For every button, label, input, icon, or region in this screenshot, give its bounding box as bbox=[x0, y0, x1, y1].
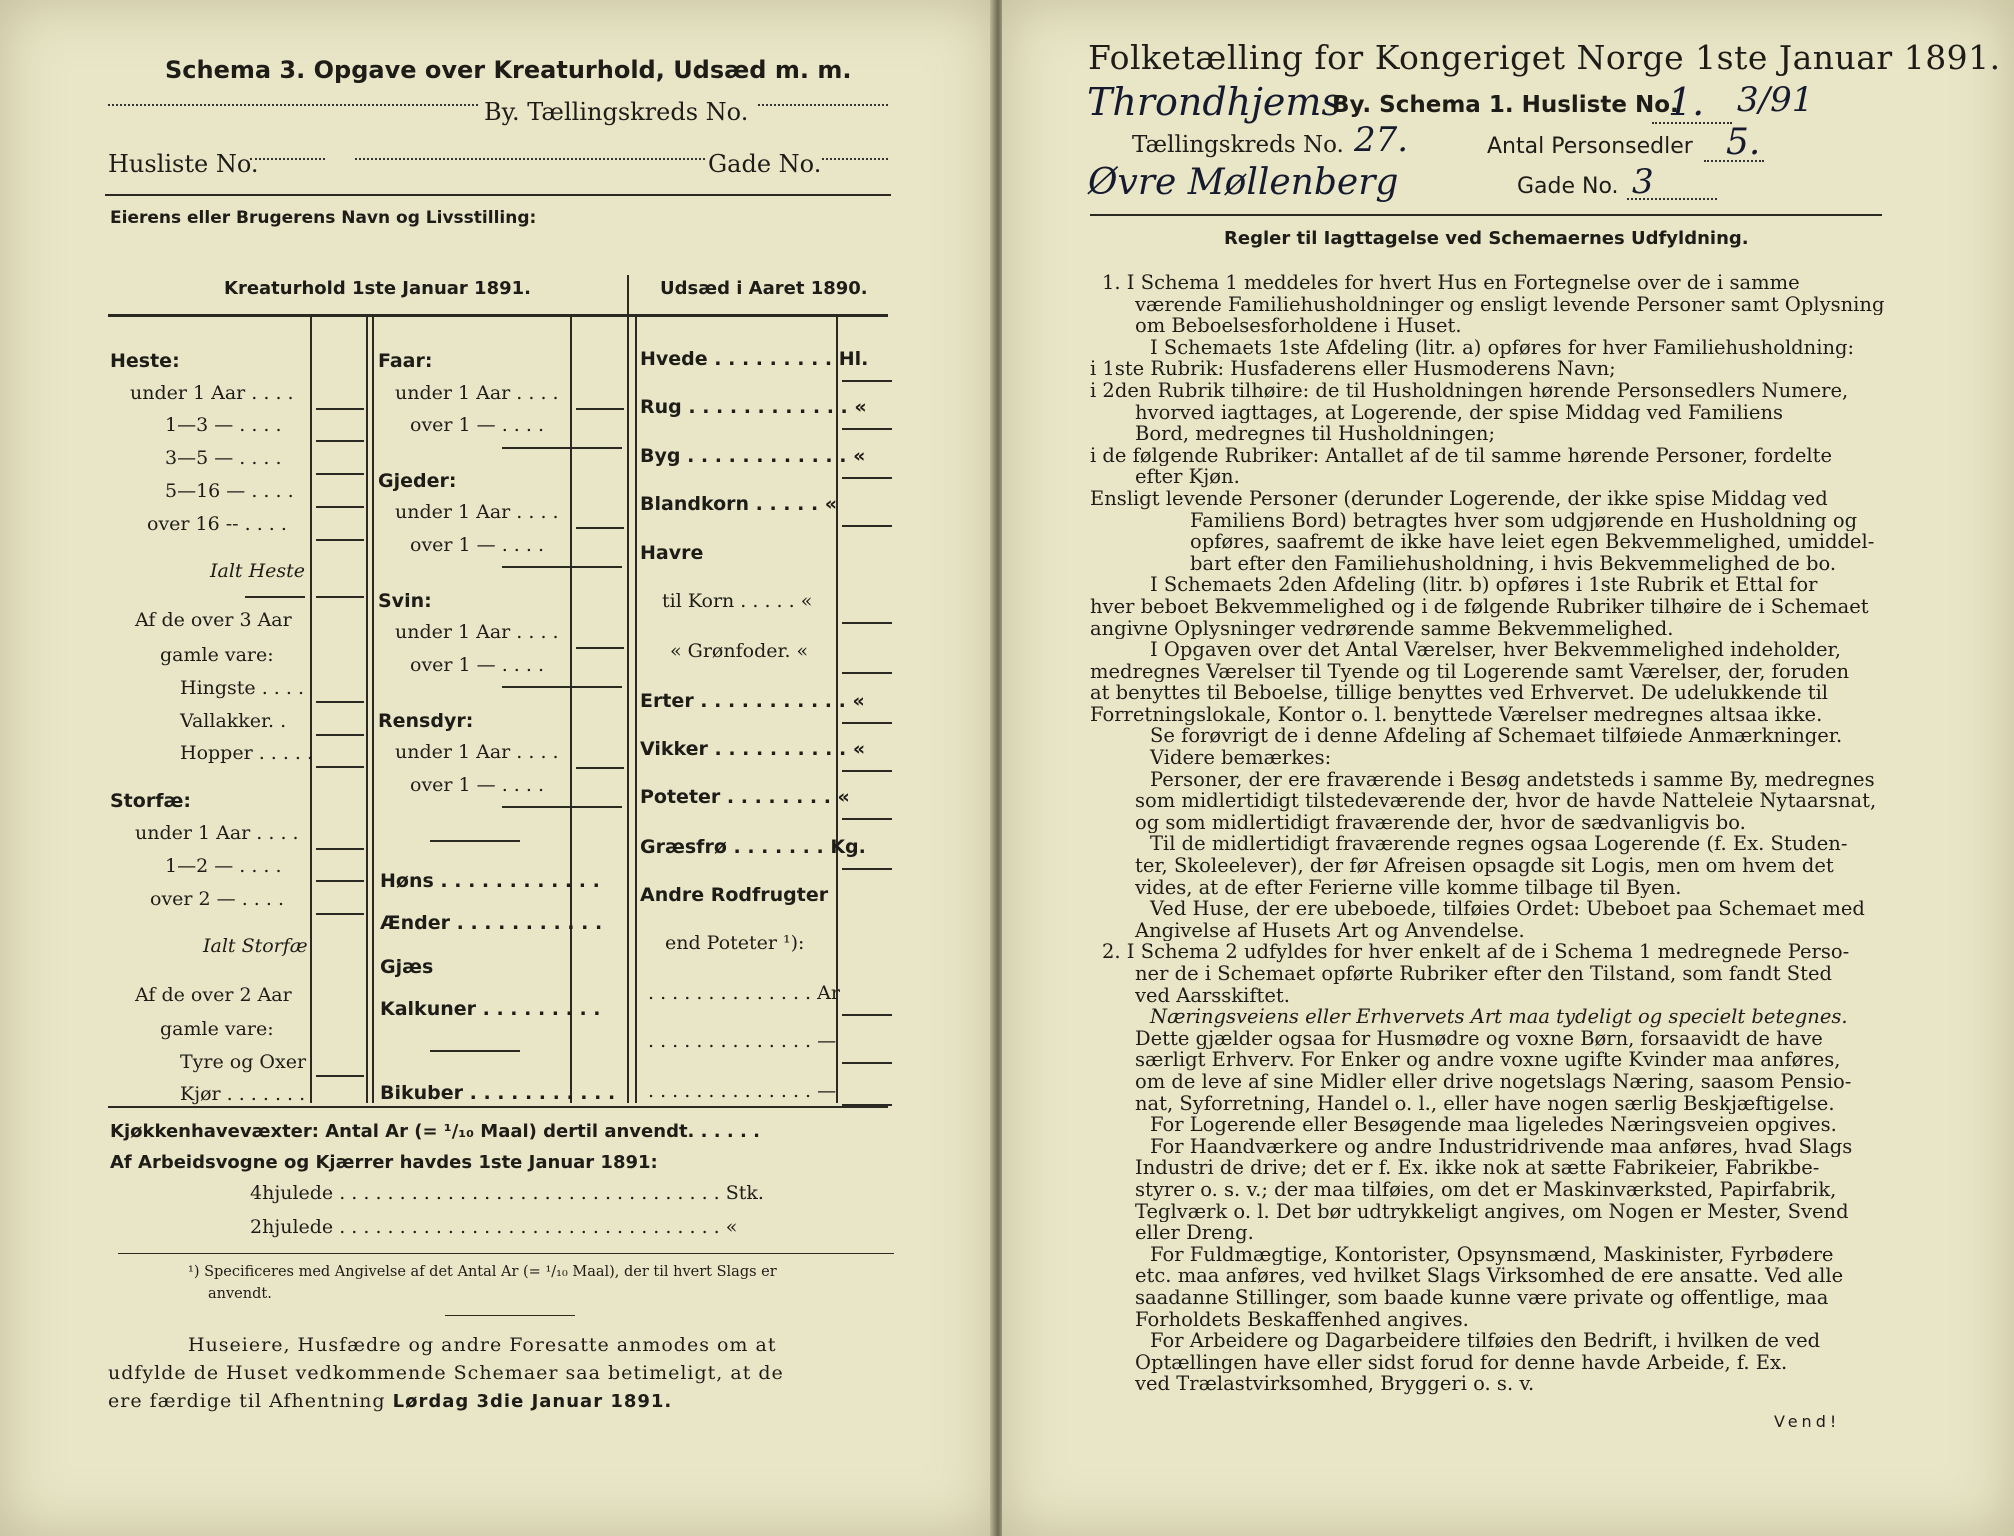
rule-line: Ensligt levende Personer (derunder Logerende, der ikke spise Middag ved bbox=[1090, 487, 1828, 510]
value-line bbox=[316, 1075, 364, 1077]
af-over-3: Af de over 3 Aar bbox=[135, 609, 292, 631]
taellingskreds-blank bbox=[758, 104, 888, 106]
antal-dotline bbox=[1704, 160, 1764, 162]
value-line bbox=[316, 473, 364, 475]
by-label: By. Tællingskreds No. bbox=[484, 98, 749, 126]
rule-line: I Schemaets 2den Afdeling (litr. b) opføres i 1ste Rubrik et Ettal for bbox=[1150, 574, 1818, 596]
arbeidsvogne: Af Arbeidsvogne og Kjærrer havdes 1ste Januar 1891: bbox=[110, 1152, 658, 1173]
rule-line: i 2den Rubrik tilhøire: de til Husholdningen hørende Personsedlers Numere, bbox=[1090, 379, 1849, 402]
rule-line: i 1ste Rubrik: Husfaderens eller Husmoderens Navn; bbox=[1090, 358, 1616, 380]
byg: Byg . . . . . . . . . . . . « bbox=[640, 445, 866, 467]
kreds-handwritten: 27. bbox=[1354, 120, 1409, 160]
rule-line: For Fuldmægtige, Kontorister, Opsynsmænd, Maskinister, Fyrbødere bbox=[1150, 1243, 1834, 1266]
heste-item: under 1 Aar . . . . bbox=[130, 382, 294, 404]
gade-dotline bbox=[1627, 198, 1717, 200]
footnote-line: anvendt. bbox=[208, 1286, 272, 1302]
kjor: Kjør . . . . . . . bbox=[180, 1083, 306, 1105]
rule-line: styrer o. s. v.; der maa tilføies, om det er Maskinværksted, Papirfabrik, bbox=[1135, 1178, 1837, 1201]
right-header-rule bbox=[1090, 214, 1882, 216]
hvede: Hvede . . . . . . . . . Hl. bbox=[640, 348, 869, 370]
rule-line: og som midlertidigt fraværende der, hvor de sædvanligvis bo. bbox=[1135, 811, 1746, 834]
rule-line: særligt Erhverv. For Enker og andre voxne ugifte Kvinder maa anføres, bbox=[1135, 1049, 1841, 1071]
rule-line: eller Dreng. bbox=[1135, 1222, 1254, 1244]
value-line bbox=[576, 647, 624, 649]
value-line bbox=[502, 806, 622, 808]
value-line bbox=[842, 868, 892, 870]
storfae-item: over 2 — . . . . bbox=[150, 888, 284, 910]
rule-line: Næringsveiens eller Erhvervets Art maa tydeligt og specielt betegnes. bbox=[1150, 1006, 1848, 1028]
value-line bbox=[316, 506, 364, 508]
kreds-label: Tællingskreds No. bbox=[1132, 132, 1344, 158]
rule-line: 2. I Schema 2 udfyldes for hver enkelt af de i Schema 1 medregnede Perso- bbox=[1102, 941, 1850, 963]
rodfrugt-line: . . . . . . . . . . . . . . — bbox=[648, 1080, 837, 1102]
table-top-rule bbox=[108, 314, 888, 317]
table-divider-main-2 bbox=[635, 316, 637, 1103]
rule-line: at benyttes til Beboelse, tillige benyttes ved Erhvervet. De udelukkende til bbox=[1090, 682, 1829, 704]
value-line bbox=[842, 722, 892, 724]
rule-line: i de følgende Rubriker: Antallet af de til samme hørende Personer, fordelte bbox=[1090, 444, 1833, 467]
svin-item: under 1 Aar . . . . bbox=[395, 621, 559, 643]
value-line bbox=[842, 477, 892, 479]
value-line bbox=[576, 527, 624, 529]
date-handwritten: 3/91 bbox=[1737, 80, 1814, 120]
value-line bbox=[842, 1014, 892, 1016]
rodfrugt-ar: . . . . . . . . . . . . . . Ar bbox=[648, 982, 840, 1004]
rule-line: angivne Oplysninger vedrørende samme Bekvemmelighed. bbox=[1090, 617, 1674, 640]
heste-heading: Heste: bbox=[110, 350, 180, 372]
value-line bbox=[316, 766, 364, 768]
value-line bbox=[576, 408, 624, 410]
graesfro: Græsfrø . . . . . . . Kg. bbox=[640, 836, 866, 858]
svin-heading: Svin: bbox=[378, 590, 432, 612]
value-line bbox=[316, 880, 364, 882]
faar-item: under 1 Aar . . . . bbox=[395, 382, 559, 404]
gade-label: Gade No. bbox=[1517, 174, 1619, 199]
heste-item: over 16 -- . . . . bbox=[147, 513, 287, 535]
value-line bbox=[430, 1050, 520, 1052]
rensdyr-item: under 1 Aar . . . . bbox=[395, 741, 559, 763]
vallakker: Vallakker. . bbox=[180, 710, 287, 732]
city-handwritten: Throndhjems bbox=[1087, 80, 1341, 124]
storfae-item: 1—2 — . . . . bbox=[165, 855, 282, 877]
heste-item: 5—16 — . . . . bbox=[165, 480, 294, 502]
header-rule bbox=[105, 194, 891, 196]
hopper: Hopper . . . . . bbox=[180, 742, 314, 764]
rule-line: Forretningslokale, Kontor o. l. benyttede Værelser medregnes altsaa ikke. bbox=[1090, 703, 1823, 726]
col1-divider-2 bbox=[372, 316, 374, 1103]
value-line bbox=[502, 566, 622, 568]
gade-handwritten: 3 bbox=[1632, 162, 1654, 202]
value-line bbox=[842, 525, 892, 527]
faar-heading: Faar: bbox=[378, 350, 433, 372]
closing-rule bbox=[445, 1315, 575, 1316]
rensdyr-heading: Rensdyr: bbox=[378, 710, 474, 732]
col1-value-line bbox=[310, 316, 312, 1103]
rule-line: ter, Skoleelever), der før Afreisen opsagde sit Logis, men om hvem det bbox=[1135, 855, 1834, 877]
ialt-heste: Ialt Heste bbox=[210, 560, 306, 582]
col2-value-line bbox=[570, 316, 572, 1103]
rule-line: værende Familiehusholdninger og ensligt levende Personer samt Oplysning bbox=[1135, 293, 1884, 316]
closing-date: Lørdag 3die Januar 1891. bbox=[392, 1391, 673, 1412]
value-line bbox=[316, 596, 364, 598]
rule-line: Bord, medregnes til Husholdningen; bbox=[1135, 423, 1496, 445]
rug: Rug . . . . . . . . . . . . « bbox=[640, 396, 867, 418]
rule-line: Til de midlertidigt fraværende regnes ogsaa Logerende (f. Ex. Studen- bbox=[1150, 833, 1848, 856]
value-line bbox=[502, 686, 622, 688]
value-line bbox=[502, 447, 622, 449]
rule-line: ner de i Schemaet opførte Rubriker efter den Tilstand, som fandt Sted bbox=[1135, 963, 1832, 985]
footnote-rule bbox=[118, 1253, 894, 1254]
rule-line: Forholdets Beskaffenhed angives. bbox=[1135, 1308, 1469, 1331]
rules-heading: Regler til Iagttagelse ved Schemaernes Udfyldning. bbox=[1224, 228, 1749, 249]
til-korn: til Korn . . . . . « bbox=[662, 590, 813, 612]
gamle-vare: gamle vare: bbox=[160, 644, 274, 666]
rodfrugt-line: . . . . . . . . . . . . . . — bbox=[648, 1030, 837, 1052]
rule-line: ved Aarsskiftet. bbox=[1135, 984, 1290, 1007]
hingste: Hingste . . . . bbox=[180, 677, 304, 699]
value-line bbox=[316, 539, 364, 541]
rule-line: saadanne Stillinger, som baade kunne være private og offentlige, maa bbox=[1135, 1286, 1829, 1309]
rule-line: nat, Syforretning, Handel o. l., eller have nogen særlig Beskjæftigelse. bbox=[1135, 1092, 1835, 1115]
gjeder-item: under 1 Aar . . . . bbox=[395, 501, 559, 523]
rule-line: Personer, der ere fraværende i Besøg andetsteds i samme By, medregnes bbox=[1150, 768, 1875, 791]
tyre-oxer: Tyre og Oxer bbox=[180, 1051, 307, 1073]
husliste-blank bbox=[250, 158, 325, 160]
havre: Havre bbox=[640, 542, 704, 564]
heste-item: 3—5 — . . . . bbox=[165, 447, 282, 469]
rule-line: hver beboet Bekvemmelighed og i de følgende Rubriker tilhøire de i Schemaet bbox=[1090, 595, 1869, 618]
footnote-line: ¹) Specificeres med Angivelse af det Antal Ar (= ¹/₁₀ Maal), der til hvert Slags er bbox=[188, 1264, 777, 1280]
rule-line: I Opgaven over det Antal Værelser, hver Bekvemmelighed indeholder, bbox=[1150, 639, 1841, 661]
rule-line: I Schemaets 1ste Afdeling (litr. a) opføres for hver Familiehusholdning: bbox=[1150, 336, 1855, 359]
schema1-line: By. Schema 1. Husliste No. bbox=[1332, 92, 1679, 118]
rule-line: For Arbeidere og Dagarbeidere tilføies den Bedrift, i hvilken de ved bbox=[1150, 1330, 1821, 1352]
svin-item: over 1 — . . . . bbox=[410, 654, 544, 676]
udsaed-header: Udsæd i Aaret 1890. bbox=[660, 278, 868, 299]
bikuber: Bikuber . . . . . . . . . . . bbox=[380, 1082, 616, 1104]
vikker: Vikker . . . . . . . . . . « bbox=[640, 738, 866, 760]
value-line bbox=[842, 818, 892, 820]
value-line bbox=[316, 913, 364, 915]
blandkorn: Blandkorn . . . . . « bbox=[640, 493, 838, 515]
value-line bbox=[316, 848, 364, 850]
rule-line: ved Trælastvirksomhed, Bryggeri o. s. v. bbox=[1135, 1373, 1535, 1395]
value-line bbox=[842, 428, 892, 430]
rule-line: 1. I Schema 1 meddeles for hvert Hus en Fortegnelse over de i samme bbox=[1102, 272, 1800, 294]
closing-line bbox=[108, 1390, 672, 1412]
kjokken-text: Kjøkkenhavevæxter: Antal Ar (= ¹/₁₀ Maal) dertil anvendt. . . . . . bbox=[110, 1121, 760, 1142]
value-line bbox=[316, 701, 364, 703]
rule-line: hvorved iagttages, at Logerende, der spise Middag ved Familiens bbox=[1135, 401, 1784, 424]
col1-divider bbox=[366, 316, 368, 1103]
rule-line: Optællingen have eller sidst forud for denne havde Arbeide, f. Ex. bbox=[1135, 1351, 1788, 1374]
schema3-title: Schema 3. Opgave over Kreaturhold, Udsæd m. m. bbox=[165, 56, 852, 84]
gade-label: Gade No. bbox=[708, 150, 822, 178]
rule-line: bart efter den Familiehusholdning, i hvis Bekvemmelighed de bo. bbox=[1190, 552, 1837, 575]
vend-label: Vend! bbox=[1774, 1412, 1841, 1431]
value-line bbox=[245, 596, 305, 598]
rule-line: Dette gjælder ogsaa for Husmødre og voxne Børn, forsaavidt de have bbox=[1135, 1027, 1823, 1050]
end-poteter: end Poteter ¹): bbox=[665, 932, 805, 954]
value-line bbox=[576, 767, 624, 769]
storfae-heading: Storfæ: bbox=[110, 790, 191, 812]
antal-handwritten: 5. bbox=[1726, 122, 1761, 163]
rule-line: vides, at de efter Ferierne ville komme tilbage til Byen. bbox=[1135, 876, 1682, 899]
gronfoder: « Grønfoder. « bbox=[670, 640, 809, 662]
kalkuner: Kalkuner . . . . . . . . . bbox=[380, 998, 601, 1020]
street-handwritten: Øvre Møllenberg bbox=[1088, 162, 1399, 203]
kreatur-header: Kreaturhold 1ste Januar 1891. bbox=[224, 278, 531, 299]
gjaes: Gjæs bbox=[380, 956, 434, 978]
rule-line: som midlertidigt tilstedeværende der, hvor de havde Natteleie Nytaarsnat, bbox=[1135, 790, 1877, 812]
rensdyr-item: over 1 — . . . . bbox=[410, 774, 544, 796]
faar-item: over 1 — . . . . bbox=[410, 414, 544, 436]
erter: Erter . . . . . . . . . . . « bbox=[640, 690, 865, 712]
rule-line: Angivelse af Husets Art og Anvendelse. bbox=[1135, 919, 1525, 942]
by-blank bbox=[108, 104, 478, 106]
gjeder-heading: Gjeder: bbox=[378, 470, 457, 492]
gjeder-item: over 1 — . . . . bbox=[410, 534, 544, 556]
rule-line: etc. maa anføres, ved hvilket Slags Virksomhed de ere ansatte. Ved alle bbox=[1135, 1265, 1844, 1287]
poteter: Poteter . . . . . . . . « bbox=[640, 786, 850, 808]
rule-line: medregnes Værelser til Tyende og til Logerende samt Værelser, der, foruden bbox=[1090, 660, 1850, 683]
eier-label: Eierens eller Brugerens Navn og Livsstilling: bbox=[110, 208, 537, 228]
rule-line: Familiens Bord) betragtes hver som udgjørende en Husholdning og bbox=[1190, 509, 1858, 532]
rule-line: om de leve af sine Midler eller drive nogetslags Næring, saasom Pensio- bbox=[1135, 1070, 1852, 1093]
rule-line: For Haandværkere og andre Industridrivende maa anføres, hvad Slags bbox=[1150, 1135, 1853, 1158]
rule-line: Videre bemærkes: bbox=[1150, 747, 1332, 769]
census-title: Folketælling for Kongeriget Norge 1ste Januar 1891. bbox=[1088, 38, 2001, 77]
rules-text bbox=[1090, 272, 1884, 1395]
ialt-storfae: Ialt Storfæ bbox=[203, 935, 308, 957]
value-line bbox=[842, 622, 892, 624]
husliste-label: Husliste No. bbox=[108, 150, 259, 178]
antal-label: Antal Personsedler bbox=[1487, 134, 1693, 159]
rule-line: Ved Huse, der ere ubeboede, tilføies Ordet: Ubeboet paa Schemaet med bbox=[1150, 898, 1865, 920]
value-line bbox=[842, 380, 892, 382]
husliste-handwritten: 1. bbox=[1668, 80, 1705, 124]
to-hjulede: 2hjulede . . . . . . . . . . . . . . . . . . . . . . . . . . . . . . . . « bbox=[250, 1216, 738, 1238]
aender: Ænder . . . . . . . . . . . bbox=[380, 912, 603, 934]
rule-line: om Beboelsesforholdene i Huset. bbox=[1135, 315, 1462, 337]
rule-line: Teglværk o. l. Det bør udtrykkeligt angives, om Nogen er Mester, Svend bbox=[1135, 1200, 1849, 1223]
value-line bbox=[430, 840, 520, 842]
rule-line: efter Kjøn. bbox=[1135, 466, 1240, 488]
value-line bbox=[842, 672, 892, 674]
heste-item: 1—3 — . . . . bbox=[165, 414, 282, 436]
closing-line: udfylde de Huset vedkommende Schemaer saa betimeligt, at de bbox=[108, 1362, 784, 1384]
af-over-2: Af de over 2 Aar bbox=[135, 984, 292, 1006]
value-line bbox=[316, 440, 364, 442]
gamle-vare-2: gamle vare: bbox=[160, 1018, 274, 1040]
value-line bbox=[842, 1062, 892, 1064]
husliste-dotline bbox=[1652, 122, 1732, 124]
andre-rodfrugter: Andre Rodfrugter bbox=[640, 884, 829, 906]
table-bottom-rule bbox=[108, 1106, 888, 1108]
value-line bbox=[842, 770, 892, 772]
rule-line: Industri de drive; det er f. Ex. ikke nok at sætte Fabrikeier, Fabrikbe- bbox=[1135, 1157, 1820, 1179]
closing-line: Huseiere, Husfædre og andre Foresatte anmodes om at bbox=[188, 1334, 777, 1356]
storfae-item: under 1 Aar . . . . bbox=[135, 822, 299, 844]
closing-text: ere færdige til Afhentning bbox=[108, 1390, 393, 1412]
rule-line: opføres, saafremt de ikke have leiet egen Bekvemmelighed, umiddel- bbox=[1190, 531, 1875, 553]
gade-blank bbox=[822, 158, 888, 160]
fire-hjulede: 4hjulede . . . . . . . . . . . . . . . . . . . . . . . . . . . . . . . . Stk. bbox=[250, 1182, 764, 1204]
street-blank bbox=[355, 158, 705, 160]
value-line bbox=[316, 734, 364, 736]
left-page bbox=[0, 0, 996, 1536]
rule-line: Se forøvrigt de i denne Afdeling af Schemaet tilføiede Anmærkninger. bbox=[1150, 725, 1843, 748]
value-line bbox=[316, 408, 364, 410]
table-divider-main bbox=[627, 275, 629, 1103]
rule-line: For Logerende eller Besøgende maa ligeledes Næringsveien opgives. bbox=[1150, 1114, 1837, 1136]
kjokkenhavevaexter bbox=[110, 1118, 760, 1142]
hons: Høns . . . . . . . . . . . . bbox=[380, 870, 600, 892]
